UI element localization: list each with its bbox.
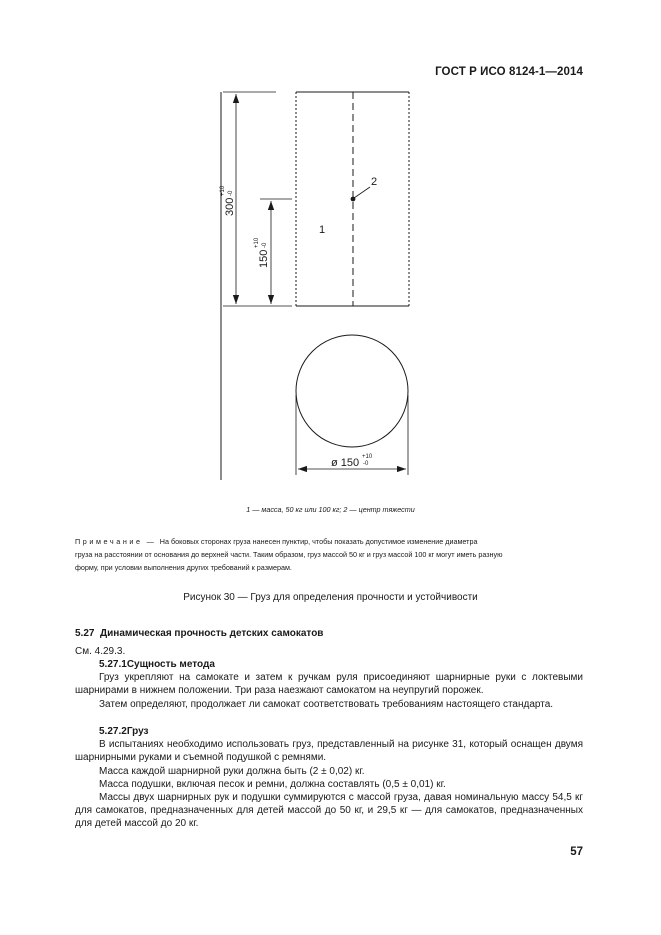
dim-300-tol-minus: -0 <box>228 190 234 196</box>
figure-legend: 1 — масса, 50 кг или 100 кг; 2 — центр тяжести <box>246 505 415 514</box>
subsection-heading-2 <box>75 725 583 738</box>
note-dash: — <box>146 537 154 546</box>
paragraph-4: Масса каждой шарнирной руки должна быть (2 ± 0,02) кг. <box>99 766 365 777</box>
dim-300-tol-plus: +10 <box>220 185 226 196</box>
paragraph-3: В испытаниях необходимо использовать груз, представленный на рисунке 31, который оснащен двумя шарнирными руками и съемной подушкой с ремнями. <box>75 739 583 764</box>
paragraph-6: Массы двух шарнирных рук и подушки суммируются с массой груза, давая номинальную массу 54,5 кг для самокатов, предназначенных для детей массой до 50 кг, и 29,5 кг — для самокатов, предназначенных для детей массой до 20 кг. <box>75 792 583 830</box>
note-label: Примечание <box>75 537 143 546</box>
dim-150: 150 <box>258 249 270 268</box>
paragraph-5: Масса подушки, включая песок и ремни, должна составлять (0,5 ± 0,01) кг. <box>99 779 446 790</box>
label-1: 1 <box>319 224 326 236</box>
dim-150-tol-minus: -0 <box>262 242 268 248</box>
section-heading <box>75 627 583 640</box>
standard-header: ГОСТ Р ИСО 8124-1—2014 <box>435 66 583 78</box>
dim-300: 300 <box>224 197 236 216</box>
dim-diameter-tol-plus: +10 <box>362 454 373 460</box>
note-text-2: груза на расстоянии от основания до верхней части. Таким образом, груз массой 50 кг и груз массой 100 кг могут иметь разную <box>75 550 503 559</box>
note-text-3: форму, при условии выполнения других требований к размерам. <box>75 563 292 572</box>
section-title: Динамическая прочность детских самокатов <box>100 628 324 639</box>
figure-caption: Рисунок 30 — Груз для определения прочности и устойчивости <box>183 592 478 603</box>
subsection-2-number: 5.27.2 <box>99 726 127 737</box>
dim-diameter-tol-minus: -0 <box>363 461 369 467</box>
cylinder-top-view <box>296 335 408 447</box>
page-number: 57 <box>570 846 583 858</box>
see-reference: См. 4.29.3. <box>75 646 126 657</box>
paragraph-1: Груз укрепляют на самокате и затем к ручкам руля присоединяют шарнирные руки с локтевыми шарнирами в нижнем положении. Три раза наезжают самокатом на неупругий порожек. <box>75 672 583 697</box>
subsection-heading-1 <box>75 658 583 671</box>
dim-150-tol-plus: +10 <box>254 237 260 248</box>
dim-diameter: ø 150 <box>331 457 360 469</box>
subsection-1-number: 5.27.1 <box>99 659 127 670</box>
note-text-1: На боковых сторонах груза нанесен пунктир, чтобы показать допустимое изменение диаметра <box>159 537 478 546</box>
paragraph-2: Затем определяют, продолжает ли самокат соответствовать требованиям настоящего стандарта. <box>99 699 554 710</box>
subsection-1-title: Сущность метода <box>126 659 215 670</box>
leader-line-2 <box>354 187 370 198</box>
figure-note-line-1 <box>75 535 585 549</box>
subsection-2-title: Груз <box>126 726 149 737</box>
section-number: 5.27 <box>75 628 95 639</box>
label-2: 2 <box>371 176 378 188</box>
